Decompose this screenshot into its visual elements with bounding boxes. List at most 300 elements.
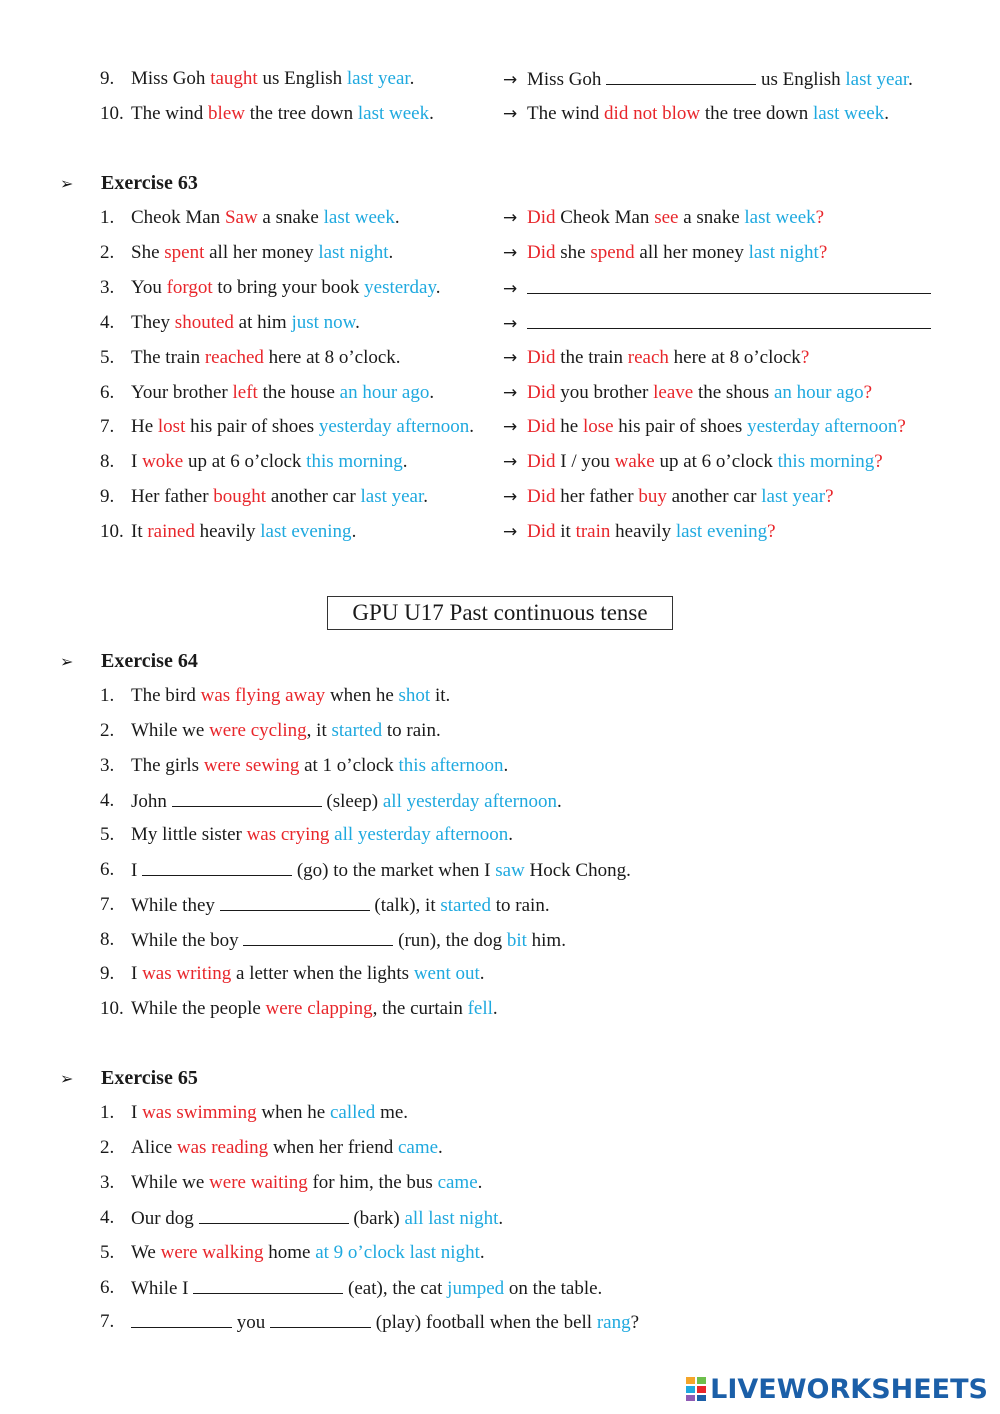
sentence-text: . [884,103,889,124]
exercise-title: Exercise 65 [101,1067,198,1089]
verb-highlight: was swimming [142,1102,257,1123]
item-number: 3. [100,755,115,776]
exercise-item [0,1100,1000,1126]
time-highlight: this morning [306,451,403,472]
sentence-text: . [429,382,435,403]
question-sentence [131,788,562,815]
verb-highlight: shouted [174,312,234,333]
sentence-text: here at 8 o’clock. [263,347,401,368]
logo-text: LIVEWORKSHEETS [710,1374,988,1405]
question-sentence [131,1240,485,1266]
sentence-text: It [131,521,148,542]
section-title: GPU U17 Past continuous tense [327,596,673,630]
question-sentence [131,101,434,127]
verb-highlight: wake [614,451,655,472]
sentence-text: up at 6 o’clock [654,451,778,472]
item-number: 4. [100,312,115,333]
sentence-text: (sleep) [321,791,383,812]
item-number: 6. [100,859,115,880]
answer-blank[interactable] [606,66,756,85]
sentence-text: (play) football when the bell [371,1312,597,1333]
sentence-text: to rain. [382,720,441,741]
question-sentence [131,753,508,779]
exercise-63-heading [60,169,198,197]
exercise-item [0,822,1000,848]
answer-sentence [503,484,834,510]
question-sentence [131,822,513,848]
question-sentence [131,275,440,301]
question-sentence [131,1205,503,1232]
verb-highlight: Did [527,382,556,403]
item-number: 7. [100,416,115,437]
exercise-item [0,753,1000,779]
time-highlight: yesterday afternoon [318,416,470,437]
answer-blank[interactable] [527,275,931,294]
sentence-text: I [131,1102,143,1123]
question-sentence [131,892,550,919]
answer-blank[interactable] [270,1309,371,1328]
exercise-item [0,380,1000,406]
answer-blank[interactable] [131,1309,232,1328]
exercise-item [0,788,1000,814]
time-highlight: last week [323,207,395,228]
time-highlight: fell [467,998,493,1019]
bullet-arrow-icon: ➢ [60,652,74,671]
sentence-text: on the table. [504,1278,603,1299]
item-number: 9. [100,486,115,507]
sentence-text: when he [325,685,399,706]
verb-highlight: see [654,207,679,228]
item-number: 9. [100,963,115,984]
sentence-text: . [438,1137,443,1158]
time-highlight: bit [506,930,527,951]
question-sentence [131,519,356,545]
time-highlight: at 9 o’clock last night [315,1242,480,1263]
right-arrow-icon: → [503,314,518,334]
sentence-text: the tree down [244,103,358,124]
item-number: 10. [100,103,124,124]
bullet-arrow-icon: ➢ [60,1069,74,1088]
right-arrow-icon: → [503,348,518,368]
question-sentence [131,996,498,1022]
sentence-text: . [388,242,394,263]
sentence-text: While we [131,1172,210,1193]
verb-highlight: Saw [224,207,258,228]
sentence-text: He [131,416,158,437]
verb-highlight: woke [142,451,184,472]
right-arrow-icon: → [503,70,518,90]
verb-highlight: were cycling [209,720,307,741]
time-highlight: all yesterday afternoon [382,791,557,812]
verb-highlight: was crying [246,824,330,845]
exercise-item [0,519,1000,545]
exercise-item [0,996,1000,1022]
right-arrow-icon: → [503,383,518,403]
question-sentence [131,1275,602,1302]
item-number: 6. [100,1277,115,1298]
verb-highlight: ? [863,382,873,403]
answer-blank[interactable] [527,310,931,329]
sentence-text: when he [256,1102,330,1123]
sentence-text: . [503,755,509,776]
time-highlight: last night [748,242,819,263]
sentence-text: you brother [555,382,654,403]
question-sentence [131,66,414,92]
sentence-text: a snake [678,207,745,228]
verb-highlight: train [575,521,611,542]
sentence-text: another car [666,486,762,507]
sentence-text: They [131,312,175,333]
sentence-text: Cheok Man [131,207,225,228]
answer-sentence [503,449,883,475]
question-sentence [131,380,434,406]
exercise-item [0,345,1000,371]
right-arrow-icon: → [503,104,518,124]
question-sentence [131,1100,408,1126]
sentence-text: the shous [693,382,774,403]
sentence-text: . [908,69,913,90]
sentence-text: While we [131,720,210,741]
sentence-text: you [232,1312,270,1333]
sentence-text: (eat), the cat [343,1278,448,1299]
exercise-item [0,240,1000,266]
item-number: 5. [100,347,115,368]
bullet-arrow-icon: ➢ [60,174,74,193]
sentence-text: . [409,68,415,89]
exercise-title: Exercise 64 [101,650,198,672]
sentence-text: . [429,103,434,124]
question-sentence [131,961,485,987]
sentence-text: . [508,824,514,845]
sentence-text: The wind [131,103,209,124]
sentence-text: . [351,521,357,542]
answer-blank[interactable] [142,857,292,876]
answer-blank[interactable] [172,788,322,807]
item-number: 2. [100,1137,115,1158]
question-sentence [131,449,408,475]
time-highlight: saw [495,860,525,881]
sentence-text: (bark) [348,1208,405,1229]
exercise-item [0,1135,1000,1161]
time-highlight: last year [845,69,909,90]
sentence-text: him. [526,930,566,951]
sentence-text: his pair of shoes [185,416,319,437]
exercise-item [0,927,1000,953]
exercise-item [0,275,1000,301]
sentence-text: . [479,1242,485,1263]
sentence-text: . [355,312,360,333]
sentence-text: it [555,521,576,542]
exercise-item [0,1240,1000,1266]
right-arrow-icon: → [503,243,518,263]
liveworksheets-logo-icon [686,1377,706,1401]
time-highlight: called [329,1102,376,1123]
verb-highlight: did not blow [604,103,701,124]
question-sentence [131,345,401,371]
time-highlight: an hour ago [339,382,430,403]
exercise-item [0,1309,1000,1335]
sentence-text: Miss Goh [131,68,211,89]
sentence-text: I [131,860,143,881]
answer-sentence [503,101,889,127]
exercise-item [0,101,1000,127]
answer-sentence [503,240,827,266]
exercise-item [0,683,1000,709]
time-highlight: shot [398,685,431,706]
answer-sentence [503,275,931,302]
verb-highlight: Did [527,347,556,368]
sentence-text: up at 6 o’clock [183,451,307,472]
item-number: 1. [100,685,115,706]
time-highlight: went out [413,963,480,984]
verb-highlight: buy [638,486,667,507]
exercise-item [0,961,1000,987]
sentence-text: (go) to the market when I [292,860,496,881]
sentence-text: . [435,277,441,298]
verb-highlight: bought [213,486,267,507]
verb-highlight: ? [815,207,825,228]
sentence-text: The bird [131,685,201,706]
sentence-text: (talk), it [369,895,441,916]
item-number: 8. [100,451,115,472]
verb-highlight: Did [527,242,556,263]
verb-highlight: Did [527,521,556,542]
question-sentence [131,718,441,744]
sentence-text: his pair of shoes [613,416,748,437]
verb-highlight: was reading [176,1137,269,1158]
time-highlight: yesterday afternoon [747,416,898,437]
sentence-text: While they [131,895,220,916]
time-highlight: rang [596,1312,631,1333]
time-highlight: all last night [404,1208,499,1229]
question-sentence [131,484,428,510]
sentence-text: . [556,791,562,812]
sentence-text: . [498,1208,504,1229]
time-highlight: came [437,1172,478,1193]
time-highlight: last night [318,242,389,263]
verb-highlight: spend [590,242,635,263]
verb-highlight: ? [800,347,810,368]
sentence-text: Our dog [131,1208,199,1229]
item-number: 2. [100,242,115,263]
sentence-text: I [131,963,143,984]
time-highlight: just now [291,312,356,333]
time-highlight: last year [761,486,826,507]
verb-highlight: lost [157,416,186,437]
question-sentence [131,414,474,440]
verb-highlight: ? [874,451,883,472]
item-number: 6. [100,382,115,403]
exercise-item [0,205,1000,231]
item-number: 4. [100,1207,115,1228]
time-highlight: came [397,1137,439,1158]
sentence-text: I / you [555,451,615,472]
sentence-text: us English [257,68,347,89]
sentence-text: Cheok Man [555,207,655,228]
verb-highlight: Did [527,486,556,507]
answer-sentence [503,414,906,440]
answer-blank[interactable] [243,927,393,946]
sentence-text: us English [756,69,846,90]
answer-sentence [503,519,776,545]
sentence-text: . [477,1172,483,1193]
verb-highlight: reach [627,347,669,368]
sentence-text: John [131,791,172,812]
verb-highlight: ? [767,521,776,542]
sentence-text: he [555,416,583,437]
item-number: 5. [100,1242,115,1263]
time-highlight: started [331,720,383,741]
item-number: 3. [100,1172,115,1193]
sentence-text: Hock Chong. [524,860,631,881]
answer-sentence [503,380,872,406]
verb-highlight: rained [147,521,195,542]
verb-highlight: were waiting [209,1172,308,1193]
answer-sentence [503,66,913,93]
sentence-text: here at 8 o’clock [668,347,801,368]
time-highlight: yesterday [364,277,436,298]
sentence-text: Her father [131,486,214,507]
verb-highlight: Did [527,207,556,228]
sentence-text: (run), the dog [393,930,507,951]
item-number: 2. [100,720,115,741]
sentence-text: home [263,1242,316,1263]
exercise-item [0,892,1000,918]
exercise-64-heading [60,647,198,675]
sentence-text: a snake [257,207,324,228]
verb-highlight: ? [897,416,906,437]
item-number: 3. [100,277,115,298]
sentence-text: Miss Goh [527,69,607,90]
verb-highlight: lose [582,416,614,437]
verb-highlight: were walking [160,1242,264,1263]
sentence-text: all her money [634,242,749,263]
verb-highlight: blew [208,103,245,124]
sentence-text: Your brother [131,382,233,403]
exercise-item [0,1205,1000,1231]
item-number: 5. [100,824,115,845]
sentence-text: The girls [131,755,204,776]
exercise-item [0,66,1000,92]
sentence-text: when her friend [268,1137,398,1158]
item-number: 1. [100,207,115,228]
verb-highlight: Did [527,416,556,437]
right-arrow-icon: → [503,417,518,437]
exercise-item [0,414,1000,440]
sentence-text: heavily [610,521,676,542]
sentence-text: her father [555,486,639,507]
verb-highlight: forgot [166,277,213,298]
sentence-text: it. [430,685,451,706]
sentence-text: the train [555,347,628,368]
question-sentence [131,205,400,231]
question-sentence [131,240,393,266]
time-highlight: started [440,895,491,916]
time-highlight: last evening [675,521,768,542]
sentence-text: While the boy [131,930,244,951]
question-sentence [131,683,450,709]
verb-highlight: leave [653,382,694,403]
verb-highlight: reached [204,347,264,368]
exercise-item [0,449,1000,475]
sentence-text: You [131,277,167,298]
time-highlight: this afternoon [398,755,504,776]
answer-blank[interactable] [199,1205,349,1224]
sentence-text: at him [233,312,292,333]
sentence-text: I [131,451,143,472]
right-arrow-icon: → [503,208,518,228]
sentence-text: to bring your book [212,277,365,298]
exercise-title: Exercise 63 [101,172,198,194]
question-sentence [131,1309,639,1336]
question-sentence [131,1135,443,1161]
item-number: 10. [100,521,124,542]
time-highlight: last week [744,207,816,228]
item-number: 8. [100,929,115,950]
sentence-text: she [555,242,591,263]
verb-highlight: were sewing [203,755,300,776]
sentence-text: While I [131,1278,194,1299]
verb-highlight: left [232,382,258,403]
exercise-item [0,1275,1000,1301]
question-sentence [131,927,566,954]
answer-sentence [503,310,931,337]
sentence-text: , it [306,720,332,741]
item-number: 10. [100,998,124,1019]
exercise-item [0,857,1000,883]
sentence-text: to rain. [491,895,550,916]
answer-blank[interactable] [220,892,370,911]
verb-highlight: ? [818,242,828,263]
time-highlight: last week [813,103,885,124]
sentence-text: . [423,486,429,507]
time-highlight: all yesterday afternoon [334,824,509,845]
exercise-item [0,484,1000,510]
sentence-text: the house [257,382,340,403]
exercise-65-heading [60,1064,198,1092]
answer-sentence [503,345,809,371]
right-arrow-icon: → [503,487,518,507]
verb-highlight: spent [164,242,205,263]
right-arrow-icon: → [503,452,518,472]
item-number: 1. [100,1102,115,1123]
sentence-text: at 1 o’clock [299,755,399,776]
answer-blank[interactable] [193,1275,343,1294]
sentence-text: The train [131,347,205,368]
question-sentence [131,1170,482,1196]
right-arrow-icon: → [503,522,518,542]
verb-highlight: were clapping [265,998,373,1019]
exercise-item [0,310,1000,336]
sentence-text: me. [375,1102,409,1123]
sentence-text: . [394,207,400,228]
question-sentence [131,857,631,884]
time-highlight: last week [357,103,430,124]
sentence-text: , the curtain [372,998,468,1019]
time-highlight: this morning [777,451,875,472]
verb-highlight: taught [210,68,258,89]
sentence-text: ? [630,1312,640,1333]
sentence-text: Alice [131,1137,177,1158]
sentence-text: . [479,963,485,984]
item-number: 7. [100,894,115,915]
sentence-text: We [131,1242,161,1263]
sentence-text: She [131,242,165,263]
sentence-text: The wind [527,103,605,124]
sentence-text: . [402,451,408,472]
sentence-text: While the people [131,998,266,1019]
item-number: 9. [100,68,115,89]
